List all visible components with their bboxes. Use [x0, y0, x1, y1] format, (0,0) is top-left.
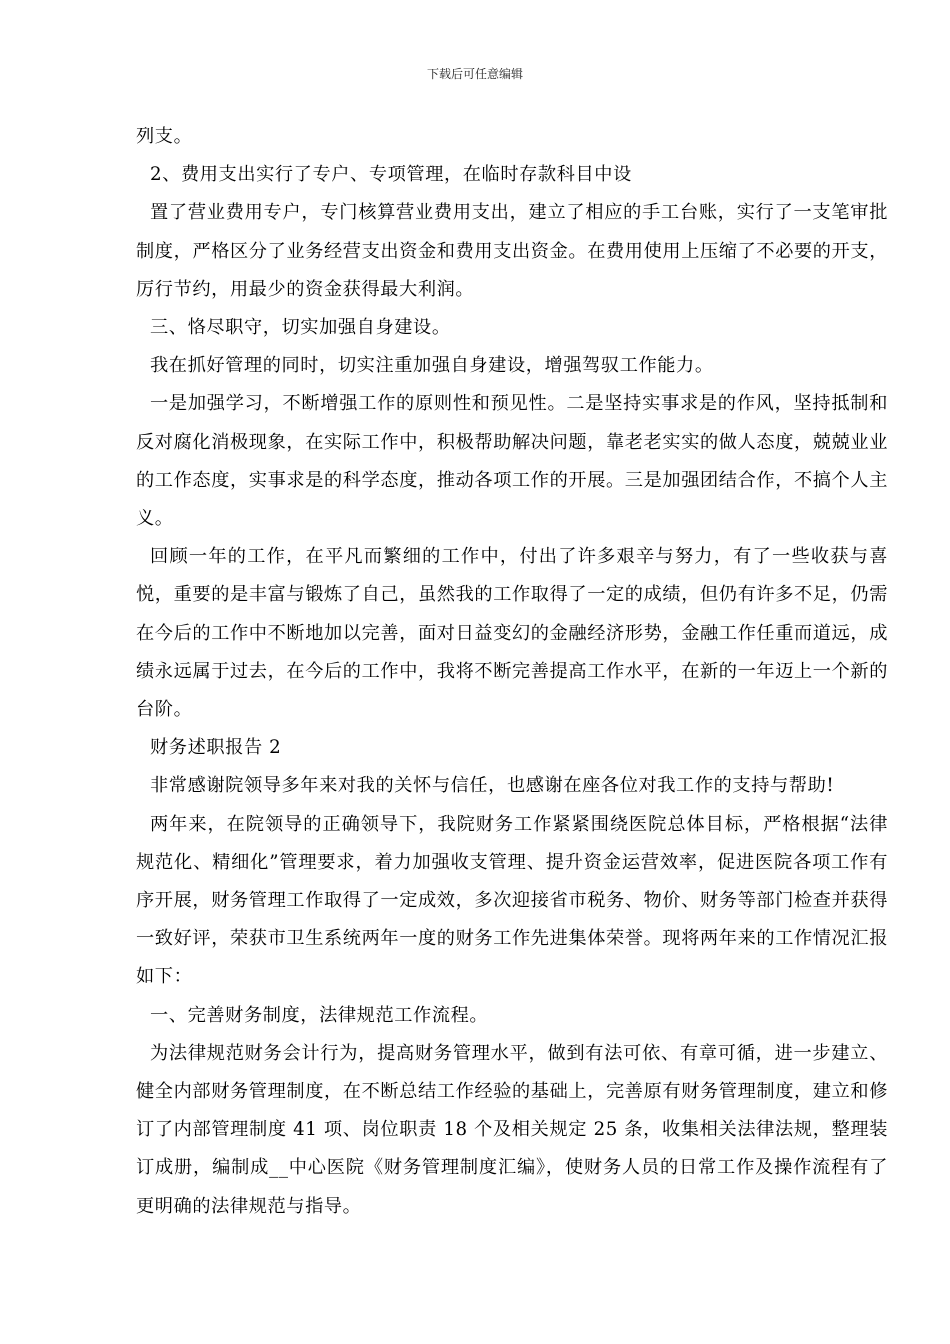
paragraph: 一是加强学习，不断增强工作的原则性和预见性。二是坚持实事求是的作风，坚持抵制和反对腐化消极现象，在实际工作中，积极帮助解决问题，靠老老实实的做人态度，兢兢业业的工作态度，实事求是的科学态度，推动各项工作的开展。三是加强团结合作，不搞个人主义。 [136, 393, 888, 530]
paragraph: 为法律规范财务会计行为，提高财务管理水平，做到有法可依、有章可循，进一步建立、健全内部财务管理制度，在不断总结工作经验的基础上，完善原有财务管理制度，建立和修订了内部管理制度 41 项、岗位职责 18 个及相关规定 25 条，收集相关法律法规，整理装订成册，编制成__中心医院《财务管理制度汇编》，使财务人员的日常工作及操作流程有了更明确的法律规范与指导。 [136, 1042, 888, 1217]
report-title: 财务述职报告 2 [150, 737, 282, 759]
paragraph: 2、费用支出实行了专户、专项管理，在临时存款科目中设 [150, 164, 632, 186]
page-header: 下载后可任意编辑 [426, 67, 523, 81]
paragraph: 回顾一年的工作，在平凡而繁细的工作中，付出了许多艰辛与努力，有了一些收获与喜悦，重要的是丰富与锻炼了自己，虽然我的工作取得了一定的成绩，但仍有许多不足，仍需在今后的工作中不断地加以完善，面对日益变幻的金融经济形势，金融工作任重而道远，成绩永远属于过去，在今后的工作中，我将不断完善提高工作水平，在新的一年迈上一个新的台阶。 [136, 546, 888, 721]
paragraph: 非常感谢院领导多年来对我的关怀与信任，也感谢在座各位对我工作的支持与帮助! [150, 775, 835, 797]
paragraph: 列支。 [136, 126, 193, 147]
paragraph: 置了营业费用专户，专门核算营业费用支出，建立了相应的手工台账，实行了一支笔审批制度，严格区分了业务经营支出资金和费用支出资金。在费用使用上压缩了不必要的开支，厉行节约，用最少的资金获得最大利润。 [136, 202, 888, 300]
paragraph: 两年来，在院领导的正确领导下，我院财务工作紧紧围绕医院总体目标，严格根据“法律规范化、精细化”管理要求，着力加强收支管理、提升资金运营效率，促进医院各项工作有序开展，财务管理工作取得了一定成效，多次迎接省市税务、物价、财务等部门检查并获得一致好评，荣获市卫生系统两年一度的财务工作先进集体荣誉。现将两年来的工作情况汇报如下： [136, 813, 888, 988]
section-heading: 一、完善财务制度，法律规范工作流程。 [150, 1004, 489, 1026]
paragraph: 我在抓好管理的同时，切实注重加强自身建设，增强驾驭工作能力。 [150, 355, 714, 377]
document-body [136, 118, 888, 1226]
section-heading: 三、恪尽职守，切实加强自身建设。 [150, 317, 451, 339]
